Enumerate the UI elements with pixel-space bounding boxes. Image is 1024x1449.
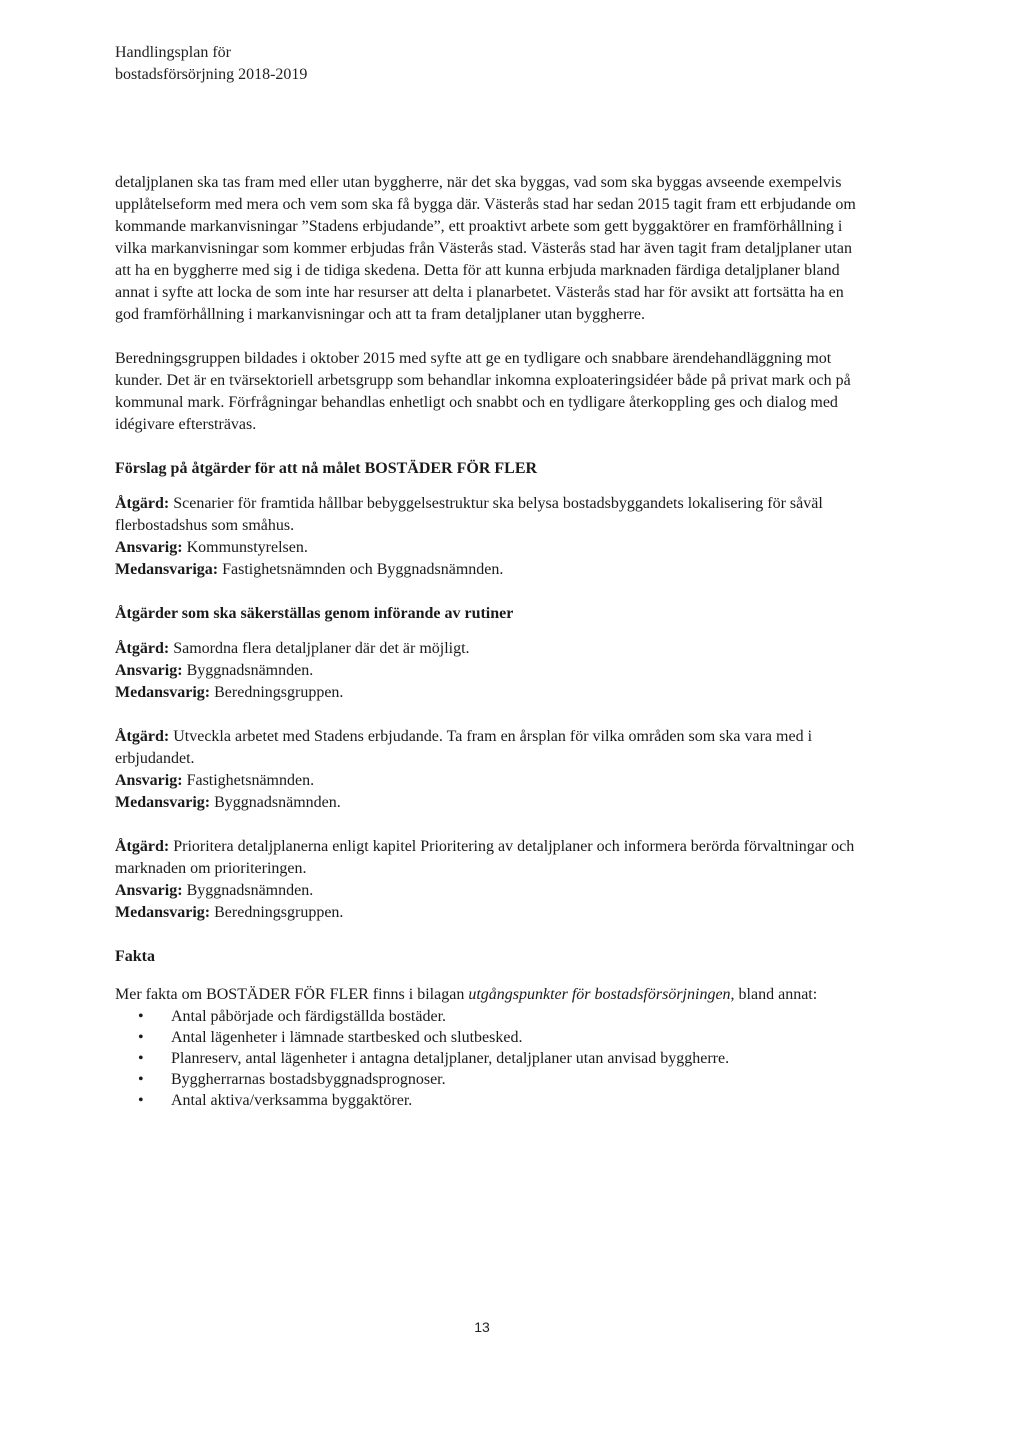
- action-block: [115, 726, 860, 814]
- responsible-label: Ansvarig:: [115, 772, 183, 789]
- action-label: Åtgärd:: [115, 838, 170, 855]
- action-label: Åtgärd:: [115, 640, 170, 657]
- list-item-text: Antal lägenheter i lämnade startbesked och slutbesked.: [171, 1029, 523, 1046]
- co-responsible-text: Beredningsgruppen.: [210, 684, 344, 701]
- running-header: [115, 42, 307, 86]
- responsible-line: [115, 880, 860, 902]
- action-line: [115, 726, 860, 770]
- bullet-icon: •: [138, 1092, 144, 1109]
- responsible-label: Ansvarig:: [115, 539, 183, 556]
- list-item: [138, 1006, 860, 1027]
- action-label: Åtgärd:: [115, 495, 170, 512]
- co-responsible-line: [115, 792, 860, 814]
- appendix-title: utgångspunkter för bostadsförsörjningen: [468, 986, 731, 1003]
- section-heading-forslag: Förslag på åtgärder för att nå målet BOSTÄDER FÖR FLER: [115, 460, 538, 477]
- paragraph-detaljplaner: detaljplanen ska tas fram med eller utan byggherre, när det ska byggas, vad som ska byggas avseende exempelvis upplåtelseform med mera och vem som ska få bygga där. Västerås stad har sedan 2015 tagit fram ett erbjudande om kommande markanvisningar ”Stadens erbjudande”, ett proaktivt arbete som gett byggaktörer en framförhållning i vilka markanvisningar som kommer erbjudas från Västerås stad. Västerås stad har även tagit fram detaljplaner utan att ha en byggherre med sig i de tidiga skedena. Detta för att kunna erbjuda marknaden färdiga detaljplaner bland annat i syfte att locka de som inte har resurser att delta i planarbetet. Västerås stad har för avsikt att fortsätta ha en god framförhållning i markanvisningar och att ta fram detaljplaner utan byggherre.: [115, 174, 856, 323]
- list-item: [138, 1027, 860, 1048]
- co-responsible-label: Medansvarig:: [115, 794, 211, 811]
- co-responsible-line: [115, 559, 860, 581]
- action-block: [115, 493, 860, 581]
- list-item: [138, 1069, 860, 1090]
- action-line: [115, 836, 860, 880]
- responsible-text: Kommunstyrelsen.: [182, 539, 308, 556]
- paragraph-beredningsgruppen: Beredningsgruppen bildades i oktober 2015 med syfte att ge en tydligare och snabbare ärendehandläggning mot kunder. Det är en tvärsektoriell arbetsgrupp som behandlar inkomna exploateringsidéer både på privat mark och på kommunal mark. Förfrågningar behandlas enhetligt och snabbt och en tydligare återkoppling ges och dialog med idégivare eftersträvas.: [115, 350, 851, 433]
- list-item: [138, 1090, 860, 1111]
- co-responsible-text: Fastighetsnämnden och Byggnadsnämnden.: [218, 561, 504, 578]
- header-line-1: Handlingsplan för: [115, 44, 231, 61]
- list-item-text: Byggherrarnas bostadsbyggnadsprognoser.: [171, 1071, 446, 1088]
- action-text: Scenarier för framtida hållbar bebyggelsestruktur ska belysa bostadsbyggandets lokalisering för såväl flerbostadshus som småhus.: [115, 495, 823, 534]
- action-text: Prioritera detaljplanerna enligt kapitel Prioritering av detaljplaner och informera berörda förvaltningar och marknaden om prioriteringen.: [115, 838, 855, 877]
- co-responsible-label: Medansvarig:: [115, 904, 211, 921]
- fakta-heading: Fakta: [115, 948, 155, 965]
- responsible-label: Ansvarig:: [115, 882, 183, 899]
- co-responsible-label: Medansvarig:: [115, 684, 211, 701]
- bullet-icon: •: [138, 1050, 144, 1067]
- header-line-2: bostadsförsörjning 2018-2019: [115, 66, 308, 83]
- co-responsible-line: [115, 682, 860, 704]
- co-responsible-label: Medansvariga:: [115, 561, 219, 578]
- bullet-icon: •: [138, 1029, 144, 1046]
- responsible-text: Fastighetsnämnden.: [182, 772, 315, 789]
- responsible-line: [115, 660, 860, 682]
- list-item-text: Antal påbörjade och färdigställda bostäder.: [171, 1008, 447, 1025]
- body-content: [115, 172, 860, 1111]
- action-line: [115, 638, 860, 660]
- bullet-icon: •: [138, 1008, 144, 1025]
- action-label: Åtgärd:: [115, 728, 170, 745]
- list-item-text: Planreserv, antal lägenheter i antagna detaljplaner, detaljplaner utan anvisad byggherre.: [171, 1050, 730, 1067]
- action-line: [115, 493, 860, 537]
- action-text: Utveckla arbetet med Stadens erbjudande. Ta fram en årsplan för vilka områden som ska vara med i erbjudandet.: [115, 728, 813, 767]
- bullet-icon: •: [138, 1071, 144, 1088]
- responsible-text: Byggnadsnämnden.: [182, 662, 314, 679]
- fakta-intro-text: Mer fakta om BOSTÄDER FÖR FLER finns i bilagan: [115, 986, 469, 1003]
- responsible-text: Byggnadsnämnden.: [182, 882, 314, 899]
- co-responsible-text: Beredningsgruppen.: [210, 904, 344, 921]
- list-item: [138, 1048, 860, 1069]
- list-item-text: Antal aktiva/verksamma byggaktörer.: [171, 1092, 413, 1109]
- co-responsible-line: [115, 902, 860, 924]
- responsible-label: Ansvarig:: [115, 662, 183, 679]
- responsible-line: [115, 537, 860, 559]
- co-responsible-text: Byggnadsnämnden.: [210, 794, 341, 811]
- action-text: Samordna flera detaljplaner där det är möjligt.: [169, 640, 470, 657]
- section-heading-rutiner: Åtgärder som ska säkerställas genom införande av rutiner: [115, 605, 514, 622]
- page-number: 13: [474, 1319, 490, 1335]
- fakta-intro: [115, 984, 860, 1006]
- action-block: [115, 638, 860, 704]
- fakta-intro-tail: , bland annat:: [730, 986, 818, 1003]
- action-block: [115, 836, 860, 924]
- responsible-line: [115, 770, 860, 792]
- fakta-bullet-list: [115, 1006, 860, 1111]
